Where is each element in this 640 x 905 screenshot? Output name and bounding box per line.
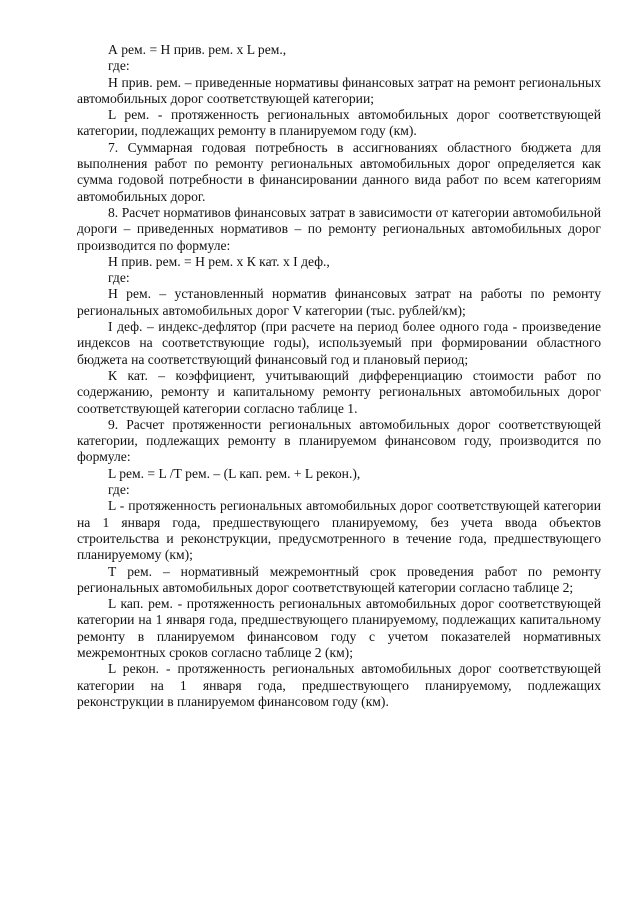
definition-i-def: I деф. – индекс-дефлятор (при расчете на период более одного года - произведение индексов на соответствующие годы), используемый при формировании областного бюджета на соответствующий финансовый год и плановый период; — [77, 319, 601, 367]
where-label: где: — [108, 58, 130, 74]
formula-n-priv-rem: Н прив. рем. = Н рем. х К кат. х I деф., — [108, 253, 330, 269]
formula-l-rem: L рем. = L /Т рем. – (L кап. рем. + L рекон.), — [108, 465, 361, 481]
where-label: где: — [108, 482, 130, 498]
definition-l-kap-rem: L кап. рем. - протяженность региональных автомобильных дорог соответствующей категории на 1 января года, предшествующего планируемому, подлежащих капитальному ремонту в планируемом финансовом году с учетом показателей нормативных межремонтных сроков согласно таблице 2 (км); — [77, 596, 601, 660]
definition-n-priv-rem: Н прив. рем. – приведенные нормативы финансовых затрат на ремонт региональных автомобильных дорог соответствующей категории; — [77, 74, 601, 106]
clause-9: 9. Расчет протяженности региональных автомобильных дорог соответствующей категории, подлежащих ремонту в планируемом финансовом году, производится по формуле: — [77, 416, 601, 465]
clause-8: 8. Расчет нормативов финансовых затрат в зависимости от категории автомобильной дороги – приведенных нормативов – по ремонту региональных автомобильных дорог производится по формуле: — [77, 204, 601, 253]
definition-l: L - протяженность региональных автомобильных дорог соответствующей категории на 1 января года, предшествующего планируемому, без учета ввода объектов строительства и реконструкции, предусмотренного в течение года, предшествующего планируемому (км); — [77, 498, 601, 563]
definition-n-rem: Н рем. – установленный норматив финансовых затрат на работы по ремонту региональных автомобильных дорог V категории (тыс. рублей/км); — [77, 286, 601, 318]
definition-l-rem: L рем. - протяженность региональных автомобильных дорог соответствующей категории, подлежащих ремонту в планируемом году (км). — [77, 107, 601, 139]
formula-a-rem: А рем. = Н прив. рем. х L рем., — [108, 42, 287, 57]
clause-7: 7. Суммарная годовая потребность в ассигнованиях областного бюджета для выполнения работ по ремонту региональных автомобильных дорог определяется как сумма годовой потребности в финансировании данного вида работ по всем категориям автомобильных дорог. — [77, 139, 601, 204]
definition-l-rekon: L рекон. - протяженность региональных автомобильных дорог соответствующей категории на 1 января года, предшествующего планируемому, подлежащих реконструкции в планируемом финансовом году (км). — [77, 661, 601, 709]
document-page — [77, 42, 601, 710]
where-label: где: — [108, 270, 130, 286]
definition-t-rem: Т рем. – нормативный межремонтный срок проведения работ по ремонту региональных автомобильных дорог соответствующей категории согласно таблице 2; — [77, 563, 601, 595]
definition-k-kat: К кат. – коэффициент, учитывающий дифференциацию стоимости работ по содержанию, ремонту и капитальному ремонту региональных автомобильных дорог соответствующей категории согласно таблице 1. — [77, 367, 601, 416]
